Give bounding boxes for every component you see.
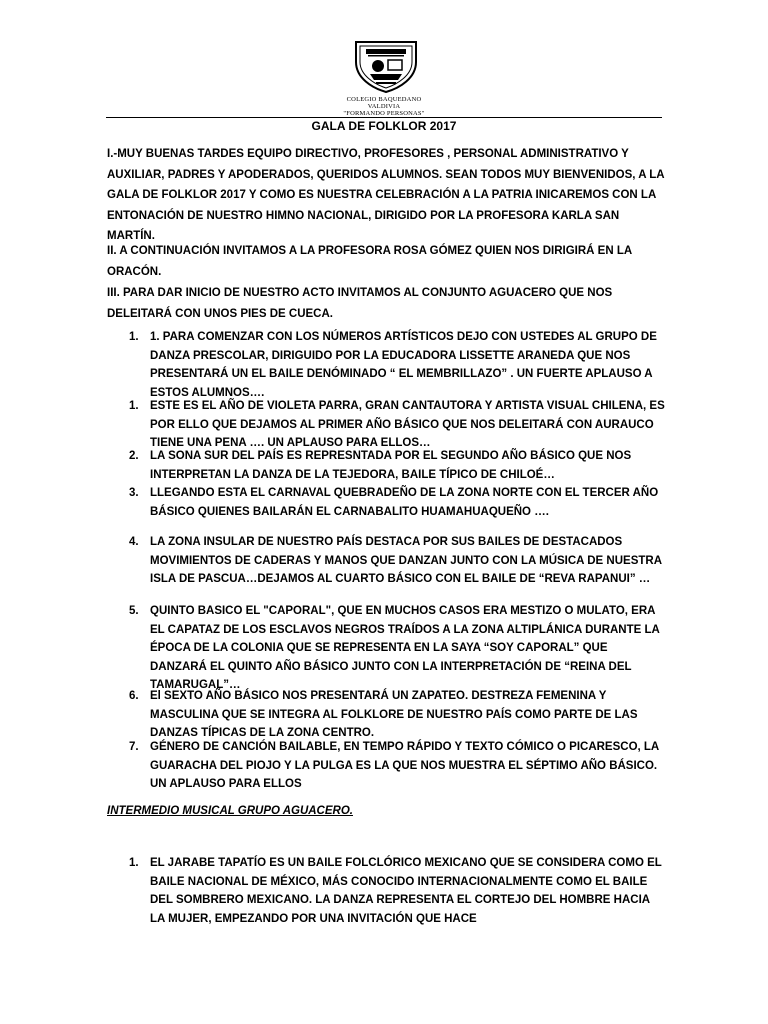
school-motto: "FORMANDO PERSONAS" [343, 110, 425, 117]
list-text: GÉNERO DE CANCIÓN BAILABLE, EN TEMPO RÁPIDO Y TEXTO CÓMICO O PICARESCO, LA GUARACHA DEL PIOJO Y LA PULGA ES LA QUE NOS MUESTRA EL SÉPTIMO AÑO BÁSICO. UN APLAUSO PARA ELLOS [150, 741, 659, 790]
list-text: LLEGANDO ESTA EL CARNAVAL QUEBRADEÑO DE LA ZONA NORTE CON EL TERCER AÑO BÁSICO QUIENES BAILARÁN EL CARNABALITO HUAMAHUAQUEÑO …. [150, 487, 659, 518]
list-number: 7. [129, 741, 139, 753]
school-city: VALDIVIA [367, 103, 401, 110]
list-number: 1. [129, 331, 139, 343]
interlude-heading: INTERMEDIO MUSICAL GRUPO AGUACERO. [107, 805, 353, 817]
school-name: COLEGIO BAQUEDANO [346, 96, 422, 103]
paragraph-1: I.-MUY BUENAS TARDES EQUIPO DIRECTIVO, PROFESORES , PERSONAL ADMINISTRATIVO Y AUXILIAR, PADRES Y APODERADOS, QUERIDOS ALUMNOS. SEAN TODOS MUY BIENVENIDOS, A LA GALA DE FOLKLOR 2017 Y COMO ES NUESTRA CELEBRACIÓN A LA PATRIA INICAREMOS CON LA ENTONACIÓN DE NUESTRO HIMNO NACIONAL, DIRIGIDO POR LA PROFESORA KARLA SAN MARTÍN. [107, 148, 665, 242]
list-number: 6. [129, 690, 139, 702]
list-number: 3. [129, 487, 139, 499]
list-number: 4. [129, 536, 139, 548]
paragraph-2: II. A CONTINUACIÓN INVITAMOS A LA PROFESORA ROSA GÓMEZ QUIEN NOS DIRIGIRÁ EN LA ORACÓN. [107, 245, 632, 278]
list-text: LA SONA SUR DEL PAÍS ES REPRESNTADA POR EL SEGUNDO AÑO BÁSICO QUE NOS INTERPRETAN LA DANZA DE LA TEJEDORA, BAILE TÍPICO DE CHILOÉ… [150, 450, 632, 481]
list-text: QUINTO BASICO EL "CAPORAL", QUE EN MUCHOS CASOS ERA MESTIZO O MULATO, ERA EL CAPATAZ DE LOS ESCLAVOS NEGROS TRAÍDOS A LA ZONA ALTIPLÁNICA DURANTE LA ÉPOCA DE LA COLONIA QUE SE REPRESENTA EN LA SAYA “SOY CAPORAL” QUE DANZARÁ EL QUINTO AÑO BÁSICO JUNTO CON LA INTERPRETACIÓN DE “REINA DEL TAMARUGAL”… [150, 605, 660, 691]
list-number: 2. [129, 450, 139, 462]
school-crest-icon [348, 36, 424, 94]
list-number: 5. [129, 605, 139, 617]
list-text: El SEXTO AÑO BÁSICO NOS PRESENTARÁ UN ZAPATEO. DESTREZA FEMENINA Y MASCULINA QUE SE INTEGRA AL FOLKLORE DE NUESTRO PAÍS COMO PARTE DE LAS DANZAS TÍPICAS DE LA ZONA CENTRO. [150, 690, 638, 739]
school-name-block [0, 96, 768, 117]
list-number: 1. [129, 857, 139, 869]
document-title: GALA DE FOLKLOR 2017 [311, 119, 457, 133]
list-text: 1. PARA COMENZAR CON LOS NÚMEROS ARTÍSTICOS DEJO CON USTEDES AL GRUPO DE DANZA PRESCOLAR, DIRIGUIDO POR LA EDUCADORA LISSETTE ARANEDA QUE NOS PRESENTARÁ UN EL BAILE DENÓMINADO “ EL MEMBRILLAZO” . UN FUERTE APLAUSO A ESTOS ALUMNOS…. [150, 331, 657, 399]
paragraph-3: III. PARA DAR INICIO DE NUESTRO ACTO INVITAMOS AL CONJUNTO AGUACERO QUE NOS DELEITARÁ CON UNOS PIES DE CUECA. [107, 287, 613, 320]
list-number: 1. [129, 400, 139, 412]
list-text: LA ZONA INSULAR DE NUESTRO PAÍS DESTACA POR SUS BAILES DE DESTACADOS MOVIMIENTOS DE CADERAS Y MANOS QUE DANZAN JUNTO CON LA MÚSICA DE NUESTRA ISLA DE PASCUA…DEJAMOS AL CUARTO BÁSICO CON EL BAILE DE “REVA RAPANUI” … [150, 536, 662, 585]
list-text: ESTE ES EL AÑO DE VIOLETA PARRA, GRAN CANTAUTORA Y ARTISTA VISUAL CHILENA, ES POR ELLO QUE DEJAMOS AL PRIMER AÑO BÁSICO QUE NOS DELEITARÁ CON AURAUCO TIENE UNA PENA …. UN APLAUSO PARA ELLOS… [150, 400, 665, 449]
list-text: EL JARABE TAPATÍO ES UN BAILE FOLCLÓRICO MEXICANO QUE SE CONSIDERA COMO EL BAILE NACIONAL DE MÉXICO, MÁS CONOCIDO INTERNACIONALMENTE COMO EL BAILE DEL SOMBRERO MEXICANO. LA DANZA REPRESENTA EL CORTEJO DEL HOMBRE HACIA LA MUJER, EMPEZANDO POR UNA INVITACIÓN QUE HACE [150, 857, 662, 925]
